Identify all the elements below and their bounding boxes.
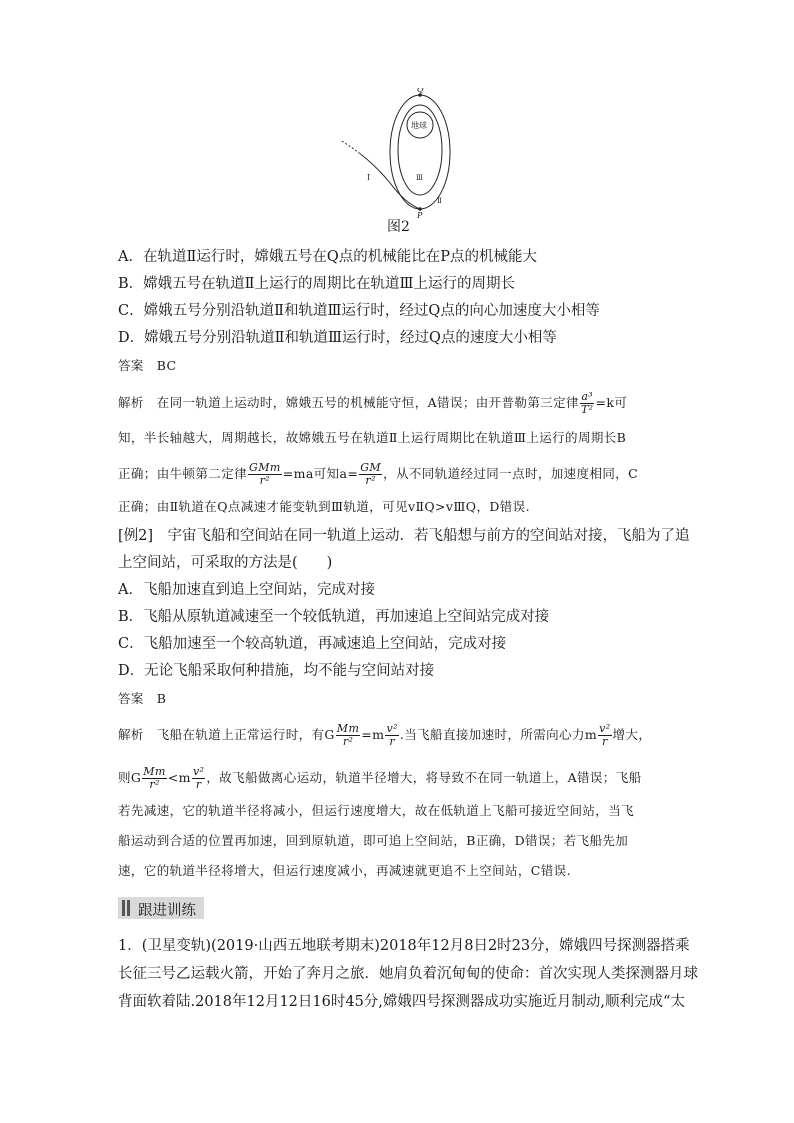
- ex2-answer: 答案 B: [118, 691, 167, 706]
- ex2-explanation-3: 若先减速，它的轨道半径将减小，但运行速度增大，故在低轨道上飞船可接近空间站，当飞: [118, 803, 635, 818]
- section-heading: [118, 897, 204, 919]
- ex2-explanation-2: 则G $\frac{Mm}{\text{r²}}$ <m $\frac{\text{v²}}{r}$ ，故飞船做离心运动，轨道半径增大，将导致不在同一轨道上，A错误；飞船: [118, 765, 642, 791]
- label-ii: Ⅱ: [437, 197, 442, 205]
- label-p: P: [417, 211, 423, 218]
- ex1-option-d: D．嫦娥五号分别沿轨道Ⅱ和轨道Ⅲ运行时，经过Q点的速度大小相等: [118, 330, 557, 346]
- ex1-option-c: C．嫦娥五号分别沿轨道Ⅱ和轨道Ⅲ运行时，经过Q点的向心加速度大小相等: [118, 303, 600, 319]
- ex2-explanation-5: 速，它的轨道半径将增大，但运行速度减小，再减速就更追不上空间站，C错误.: [118, 863, 571, 878]
- q1-line-1: 1．(卫星变轨)(2019·山西五地联考期末)2018年12月8日2时23分，嫦娥四号探测器搭乘: [118, 938, 690, 954]
- orbit-diagram: [330, 88, 470, 218]
- label-earth: 地球: [411, 121, 427, 130]
- label-i: Ⅰ: [367, 173, 371, 182]
- section-title: 跟进训练: [138, 903, 196, 919]
- fraction-v2-r-2: $\frac{\text{v²}}{r}$: [599, 722, 611, 748]
- ex1-answer: 答案 BC: [118, 358, 177, 373]
- ex2-stem-2: 上空间站，可采取的方法是( ): [118, 555, 333, 571]
- fraction-gmm-r2: $\frac{\text{GMm}}{\text{r²}}$: [249, 461, 281, 487]
- fraction-v2-r: $\frac{\text{v²}}{r}$: [386, 722, 398, 748]
- ex2-stem-1: [例2] 宇宙飞船和空间站在同一轨道上运动．若飞船想与前方的空间站对接，飞船为了追: [118, 528, 690, 544]
- figure-caption: 图2: [387, 219, 410, 235]
- section-bar-icon-2: [127, 900, 130, 916]
- fraction-gm-r2: $\frac{GM}{\text{r²}}$: [360, 461, 382, 487]
- section-bar-icon: [122, 900, 125, 916]
- ex1-explanation-1: 解析 在同一轨道上运动时，嫦娥五号的机械能守恒，A错误；由开普勒第三定律 $\frac{\text{a³}}{\text{T²}}$ =k可: [118, 390, 628, 416]
- ex1-option-a: A．在轨道Ⅱ运行时，嫦娥五号在Q点的机械能比在P点的机械能大: [118, 249, 537, 265]
- ex2-option-a: A．飞船加速直到追上空间站，完成对接: [118, 582, 375, 598]
- ex2-option-c: C．飞船加速至一个较高轨道，再减速追上空间站，完成对接: [118, 636, 507, 652]
- ex1-explanation-2: 知，半长轴越大，周期越长，故嫦娥五号在轨道Ⅱ上运行周期比在轨道Ⅲ上运行的周期长B: [118, 430, 627, 445]
- ex1-explanation-3: 正确；由牛顿第二定律 $\frac{\text{GMm}}{\text{r²}}$ =ma可知a= $\frac{GM}{\text{r²}}$ ，从不同轨道经过同一点时，加速度相同，C: [118, 461, 639, 487]
- orbit-i: [340, 140, 420, 209]
- fraction-v2-r-3: $\frac{\text{v²}}{r}$: [192, 765, 205, 791]
- label-q: Q: [417, 88, 424, 94]
- q1-line-2: 长征三号乙运载火箭，开始了奔月之旅．她肩负着沉甸甸的使命：首次实现人类探测器月球: [118, 966, 698, 982]
- label-iii: Ⅲ: [416, 174, 423, 182]
- fraction-mm-r2-2: $\frac{Mm}{\text{r²}}$: [143, 765, 166, 791]
- ex2-option-d: D．无论飞船采取何种措施，均不能与空间站对接: [118, 663, 435, 679]
- ex2-option-b: B．飞船从原轨道减速至一个较低轨道，再加速追上空间站完成对接: [118, 609, 550, 625]
- q1-line-3: 背面软着陆.2018年12月12日16时45分,嫦娥四号探测器成功实施近月制动,顺利完成“太: [118, 994, 685, 1010]
- ex1-explanation-4: 正确；由Ⅱ轨道在Q点减速才能变轨到Ⅲ轨道，可见vⅡQ>vⅢQ，D错误.: [118, 499, 530, 514]
- fraction-mm-r2: $\frac{Mm}{\text{r²}}$: [336, 722, 360, 748]
- ex2-explanation-1: 解析 飞船在轨道上正常运行时，有G $\frac{Mm}{\text{r²}}$ =m $\frac{\text{v²}}{r}$ .当飞船直接加速时，所需向心力m $\frac{\text{v²}}{r}$ 增大，: [118, 722, 652, 748]
- ex2-explanation-4: 船运动到合适的位置再加速，回到原轨道，即可追上空间站，B正确，D错误；若飞船先加: [118, 833, 629, 848]
- fraction-a3-t2: $\frac{\text{a³}}{\text{T²}}$: [580, 390, 594, 416]
- ex1-option-b: B．嫦娥五号在轨道Ⅱ上运行的周期比在轨道Ⅲ上运行的周期长: [118, 276, 515, 292]
